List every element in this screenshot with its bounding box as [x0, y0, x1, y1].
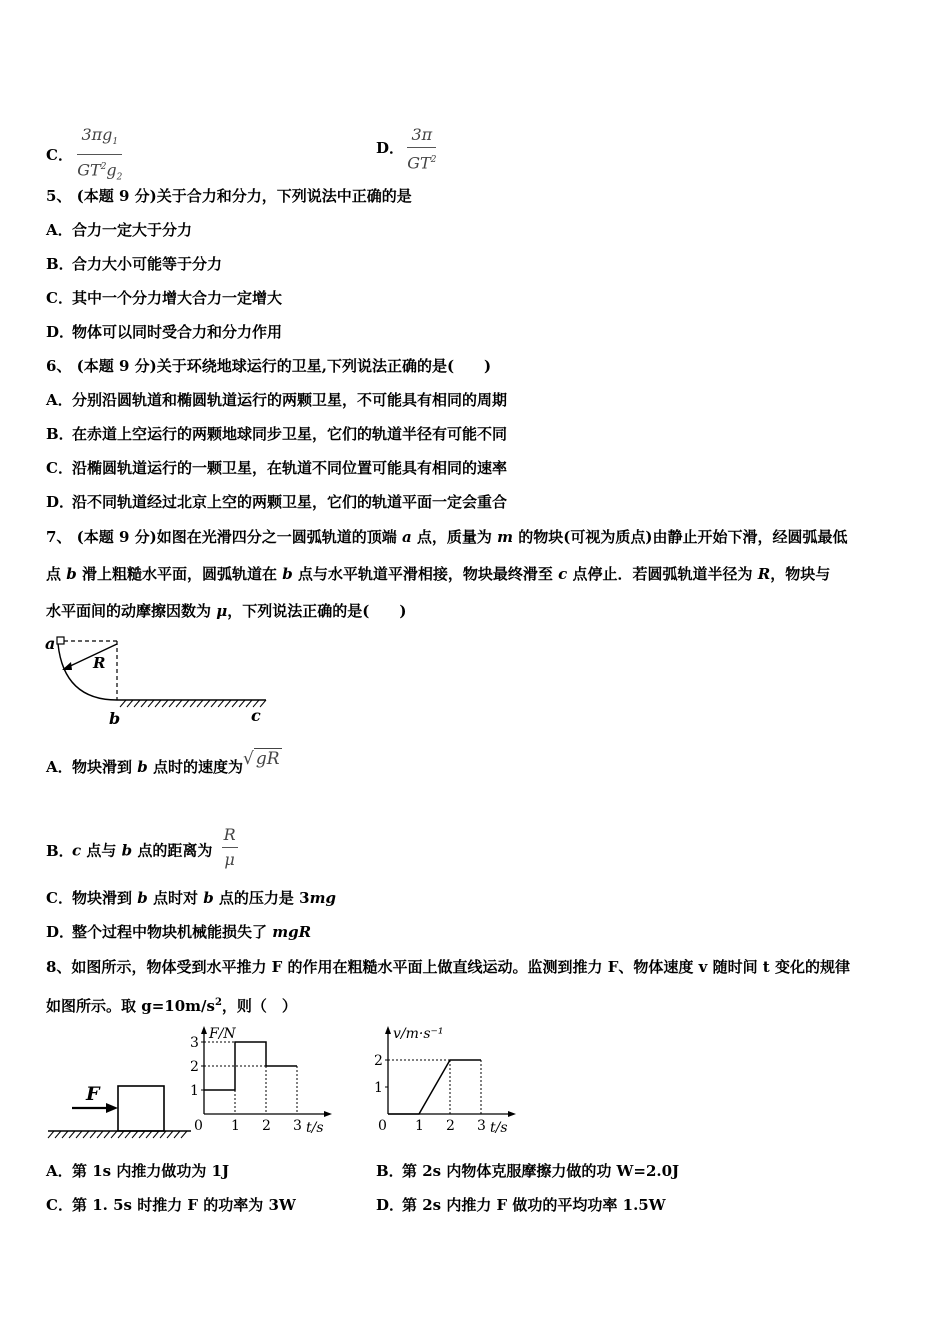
- y-axis-arrowhead: [385, 1026, 391, 1034]
- q5-option-d: D．物体可以同时受合力和分力作用: [46, 323, 283, 341]
- block-square: [57, 637, 64, 644]
- q8-option-a: A．第 1s 内推力做功为 1J: [46, 1162, 230, 1180]
- q7-option-a: A．物块滑到 b 点时的速度为√ gR: [46, 749, 280, 776]
- y-tick-label-2: 2: [374, 1053, 383, 1069]
- q6-option-a: A．分别沿圆轨道和椭圆轨道运行的两颗卫星，不可能具有相同的周期: [46, 391, 508, 409]
- x-axis-label: t/s: [490, 1120, 508, 1136]
- q6-stem: 6、 (本题 9 分)关于环绕地球运行的卫星,下列说法正确的是( ): [46, 357, 492, 375]
- y-axis-label: F/N: [209, 1026, 236, 1042]
- x-tick-label-2: 2: [262, 1118, 271, 1134]
- q4-option-c: C． $\frac{3\pi g_1}{GT^2g_2}$: [46, 124, 122, 189]
- y-tick-label-2: 2: [190, 1059, 199, 1075]
- q7-option-b: B．c 点与 b 点的距离为 $\frac{R}{\mu}$: [46, 825, 236, 869]
- q8-option-d: D．第 2s 内推力 F 做功的平均功率 1.5W: [376, 1196, 666, 1214]
- x-tick-label-3: 3: [293, 1118, 302, 1134]
- q8-stem-line-2: 如图所示。取 $g=10m/s^2$，则（ ）: [46, 997, 297, 1015]
- x-tick-label-0: 0: [378, 1118, 387, 1134]
- label-R: R: [93, 654, 106, 672]
- x-tick-label-0: 0: [194, 1118, 203, 1134]
- q8-option-c: C．第 1. 5s 时推力 F 的功率为 3W: [46, 1196, 296, 1214]
- q4-option-d-formula: $\frac{3\pi}{GT^2}$: [407, 125, 437, 173]
- arc-track: [58, 644, 117, 700]
- force-label: F: [86, 1083, 100, 1105]
- series-v-line: [388, 1060, 481, 1114]
- R-over-mu-formula: $\frac{R}{\mu}$: [223, 825, 236, 869]
- x-tick-label-2: 2: [446, 1118, 455, 1134]
- y-axis-arrowhead: [201, 1026, 207, 1034]
- q7-stem-line-1: 7、 (本题 9 分)如图在光滑四分之一圆弧轨道的顶端 a 点，质量为 m 的物块(可视为质点)由静止开始下滑，经圆弧最低: [46, 528, 848, 546]
- q7-option-c: C．物块滑到 b 点时对 b 点的压力是 3mg: [46, 889, 336, 907]
- q5-stem: 5、 (本题 9 分)关于合力和分力，下列说法中正确的是: [46, 187, 412, 205]
- q7-stem-line-2: 点 b 滑上粗糙水平面，圆弧轨道在 b 点与水平轨道平滑相接，物块最终滑至 c 点停止．若圆弧轨道半径为 R，物块与: [46, 565, 831, 583]
- velocity-time-chart: [372, 1022, 522, 1142]
- force-time-chart: [188, 1022, 338, 1142]
- y-axis-label: v/m·s⁻¹: [393, 1026, 444, 1042]
- q7-track-figure: [44, 632, 274, 732]
- q5-option-a: A．合力一定大于分力: [46, 221, 193, 239]
- x-tick-label-3: 3: [477, 1118, 486, 1134]
- block: [118, 1086, 164, 1131]
- x-axis-label: t/s: [306, 1120, 324, 1136]
- radius-arrow: [66, 644, 117, 668]
- x-tick-label-1: 1: [415, 1118, 424, 1134]
- q6-option-d: D．沿不同轨道经过北京上空的两颗卫星，它们的轨道平面一定会重合: [46, 493, 508, 511]
- ground-hatching: [120, 700, 266, 707]
- label-b: b: [109, 709, 121, 728]
- force-arrowhead: [106, 1103, 118, 1113]
- q6-option-c: C．沿椭圆轨道运行的一颗卫星，在轨道不同位置可能具有相同的速率: [46, 459, 508, 477]
- q8-option-b: B．第 2s 内物体克服摩擦力做的功 W=2.0J: [376, 1162, 680, 1180]
- y-tick-label-3: 3: [190, 1035, 199, 1051]
- q7-option-d: D．整个过程中物块机械能损失了 mgR: [46, 923, 312, 941]
- x-axis-arrowhead: [324, 1111, 332, 1117]
- floor-hatching: [48, 1131, 187, 1138]
- x-axis-arrowhead: [508, 1111, 516, 1117]
- x-tick-label-1: 1: [231, 1118, 240, 1134]
- q5-option-b: B．合力大小可能等于分力: [46, 255, 223, 273]
- label-c: c: [251, 706, 261, 725]
- q4-option-d: D． $\frac{3\pi}{GT^2}$: [376, 125, 437, 173]
- label-a: a: [45, 634, 56, 653]
- sqrt-gR-formula: √ gR: [242, 749, 280, 769]
- q4-option-c-formula: $\frac{3\pi g_1}{GT^2g_2}$: [77, 125, 123, 183]
- y-tick-label-1: 1: [374, 1080, 383, 1096]
- y-tick-label-1: 1: [190, 1083, 199, 1099]
- q6-option-b: B．在赤道上空运行的两颗地球同步卫星，它们的轨道半径有可能不同: [46, 425, 508, 443]
- q5-option-c: C．其中一个分力增大合力一定增大: [46, 289, 283, 307]
- q7-stem-line-3: 水平面间的动摩擦因数为 μ，下列说法正确的是( ): [46, 602, 407, 620]
- q8-stem-line-1: 8、如图所示，物体受到水平推力 F 的作用在粗糙水平面上做直线运动。监测到推力 F、物体速度 v 随时间 t 变化的规律: [46, 958, 850, 976]
- q8-block-figure: [46, 1076, 196, 1142]
